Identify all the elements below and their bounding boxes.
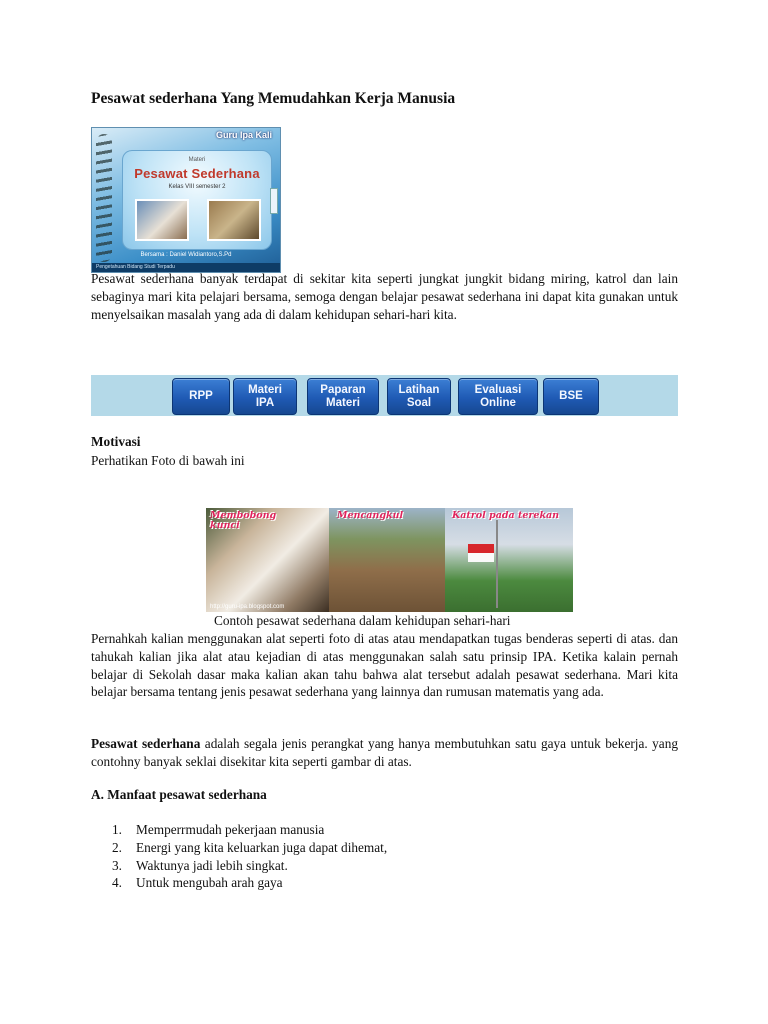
benefits-list [91, 821, 387, 892]
definition-paragraph [91, 735, 678, 771]
list-item: 4. Untuk mengubah arah gaya [112, 875, 283, 891]
cover-photo-teacher [135, 199, 189, 241]
cover-photo-wheelbarrow [207, 199, 261, 241]
flag-graphic [468, 544, 494, 562]
nav-button-latihan-soal[interactable]: Latihan Soal [387, 378, 451, 415]
list-item: 2. Energi yang kita keluarkan juga dapat dihemat, [112, 839, 388, 855]
intro-paragraph: Pesawat sederhana banyak terdapat di sekitar kita seperti jungkat jungkit bidang miring, katrol dan lain sebaginya mari kita pelajari bersama, semoga dengan belajar pesawat sederhana ini dapat kita gunakan untuk menyelsaikan masalah yang ada di dalam kehidupan sehari-hari kita. [91, 271, 678, 322]
list-item: 1. Memperrmudah pekerjaan manusia [112, 822, 325, 837]
navigation-bar [91, 375, 678, 416]
motivasi-heading: Motivasi [91, 434, 141, 449]
nav-button-materi-ipa[interactable]: Materi IPA [233, 378, 297, 415]
paragraph-2: Pernahkah kalian menggunakan alat seperti foto di atas atau mendapatkan tugas benderas seperti di atas. dan tahukah kalian jika alat atau kejadian di atas menggunakan salah satu prinsip IPA. Ketika kalain pernah belajar di Sekolah dasar maka kalian akan tahu bahwa alat tersebut adalah pesawat sederhana. Mari kita belajar bersama tentang jenis pesawat sederhana yang lainnya dan rumusan matematis yang ada. [91, 631, 678, 700]
cover-footer: Pengetahuan Bidang Studi Terpadu [92, 263, 280, 272]
photo-label-1: Membobong kunci [210, 510, 277, 531]
nav-button-rpp[interactable]: RPP [172, 378, 230, 415]
motivasi-text: Perhatikan Foto di bawah ini [91, 453, 245, 468]
nav-button-evaluasi-online[interactable]: Evaluasi Online [458, 378, 538, 415]
definition-term: Pesawat sederhana [91, 736, 201, 751]
dna-helix-graphic [96, 134, 112, 262]
definition-text: adalah segala jenis perangkat yang hanya membutuhkan satu gaya untuk bekerja. yang contohny banyak seklai disekitar kita seperti gambar di atas. [91, 736, 678, 769]
cover-title: Pesawat Sederhana [134, 166, 260, 181]
photo-label-3: Katrol pada terekan [452, 510, 560, 521]
cover-brand: Guru Ipa Kali [215, 130, 272, 140]
cover-subtitle: Kelas VIII semester 2 [168, 184, 226, 190]
photo-collage [206, 508, 573, 612]
cover-author: Bersama : Daniel Widiantoro,S.Pd [140, 252, 232, 258]
photo-url: http://guru-ipa.blogspot.com [210, 604, 285, 610]
cover-side-tab [270, 188, 278, 214]
cover-small-text: Materi [188, 157, 206, 163]
cover-card [122, 150, 272, 250]
section-a-heading: A. Manfaat pesawat sederhana [91, 787, 267, 802]
photo-label-2: Mencangkul [337, 510, 404, 521]
cover-image [91, 127, 281, 273]
photo-caption: Contoh pesawat sederhana dalam kehidupan sehari-hari [214, 613, 511, 628]
flag-pole [496, 520, 498, 608]
list-item: 3. Waktunya jadi lebih singkat. [112, 857, 288, 873]
page-title: Pesawat sederhana Yang Memudahkan Kerja Manusia [91, 90, 456, 107]
nav-button-paparan-materi[interactable]: Paparan Materi [307, 378, 379, 415]
photo-hoeing [329, 508, 445, 612]
nav-button-bse[interactable]: BSE [543, 378, 599, 415]
photo-flag-pulley [445, 508, 573, 612]
